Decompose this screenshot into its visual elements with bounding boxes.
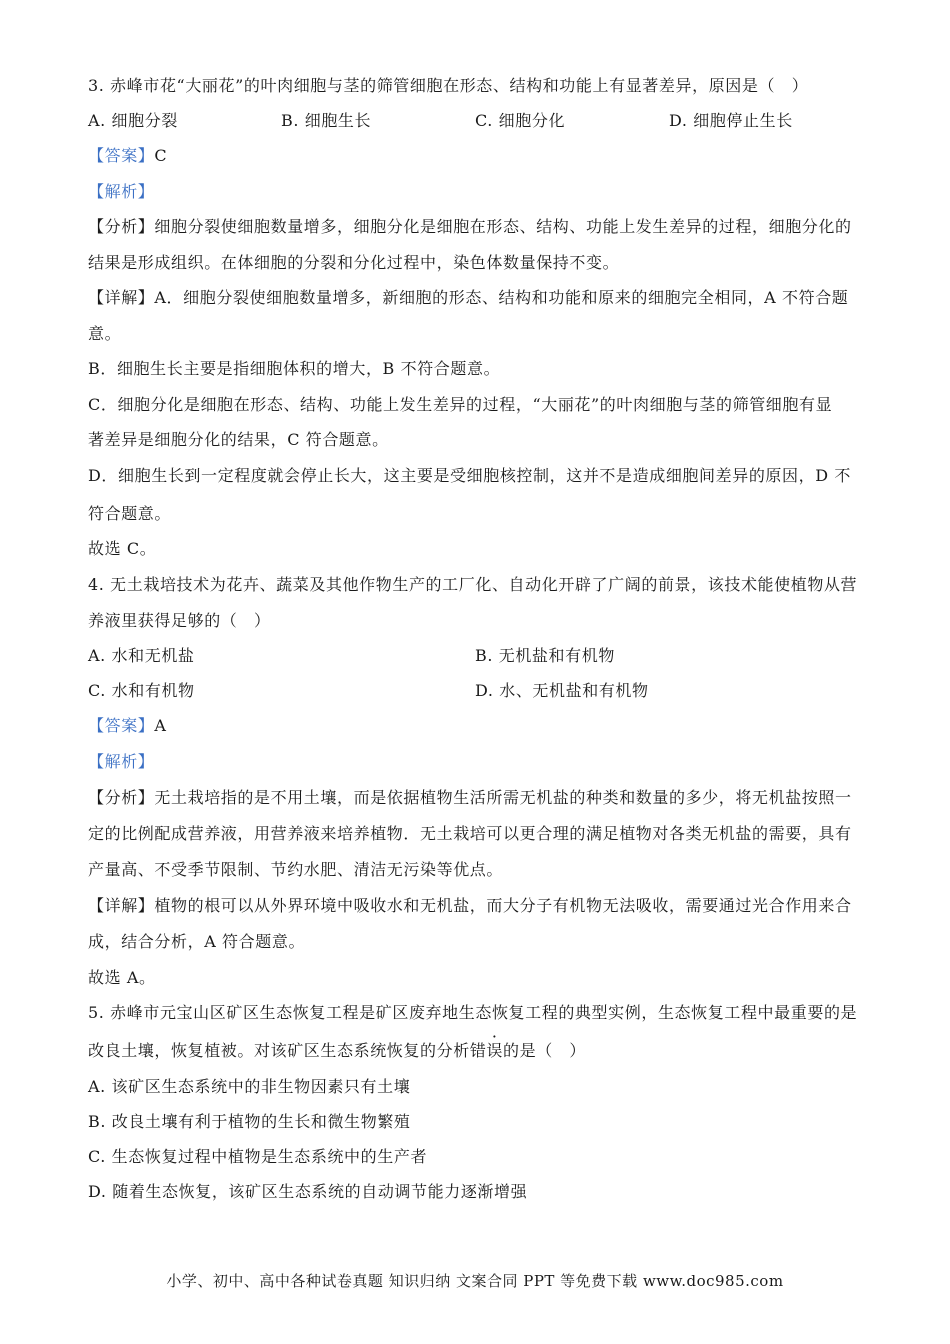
- q3-option-c: C. 细胞分化: [475, 111, 566, 130]
- q3-xiangjie-a2: 意。: [88, 324, 122, 343]
- q3-fenxi-label: 【分析】: [88, 217, 155, 236]
- q4-fenxi-line3: 产量高、不受季节限制、节约水肥、清洁无污染等优点。: [88, 860, 504, 879]
- q3-analysis-label: 【解析】: [88, 182, 155, 201]
- q4-fenxi-line1: [88, 788, 852, 808]
- q5-option-c: C. 生态恢复过程中植物是生态系统中的生产者: [88, 1147, 428, 1166]
- q4-option-d: D. 水、无机盐和有机物: [475, 681, 649, 700]
- q4-xiangjie-label: 【详解】: [88, 896, 155, 915]
- q5-option-d: D. 随着生态恢复，该矿区生态系统的自动调节能力逐渐增强: [88, 1182, 528, 1201]
- q3-option-d: D. 细胞停止生长: [669, 111, 793, 130]
- q4-conclusion: 故选 A。: [88, 968, 156, 987]
- q5-stem-line1: 5. 赤峰市元宝山区矿区生态恢复工程是矿区废弃地生态恢复工程的典型实例，生态恢复工程中最重要的是: [88, 1003, 858, 1022]
- q3-answer-label: 【答案】: [88, 146, 155, 165]
- q5-stem-emphasis: 错误: [469, 1041, 504, 1060]
- q3-xiangjie-d2: 符合题意。: [88, 504, 172, 523]
- q5-stem-line2: [88, 1041, 586, 1061]
- q3-answer: C: [154, 146, 168, 165]
- q3-stem: 3. 赤峰市花“大丽花”的叶肉细胞与茎的筛管细胞在形态、结构和功能上有显著差异，原因是（ ）: [88, 76, 809, 95]
- q3-xiangjie-c1: C．细胞分化是细胞在形态、结构、功能上发生差异的过程，“大丽花”的叶肉细胞与茎的筛管细胞有显: [88, 395, 833, 414]
- q5-option-b: B. 改良土壤有利于植物的生长和微生物繁殖: [88, 1112, 411, 1131]
- q3-xiangjie-b: B．细胞生长主要是指细胞体积的增大，B 不符合题意。: [88, 359, 501, 378]
- q5-option-a: A. 该矿区生态系统中的非生物因素只有土壤: [88, 1077, 411, 1096]
- q4-fenxi-text1: 无土栽培指的是不用土壤，而是依据植物生活所需无机盐的种类和数量的多少，将无机盐按照一: [154, 788, 852, 807]
- q3-fenxi-line1: [88, 217, 852, 237]
- q4-stem-line2: 养液里获得足够的（ ）: [88, 611, 271, 630]
- q5-stem-pre: 改良土壤，恢复植被。对该矿区生态系统恢复的分析: [88, 1041, 470, 1060]
- q4-xiangjie-line1: [88, 896, 852, 916]
- q3-option-a: A. 细胞分裂: [88, 111, 178, 130]
- page-footer: 小学、初中、高中各种试卷真题 知识归纳 文案合同 PPT 等免费下载 www.doc985.com: [166, 1272, 784, 1290]
- q4-stem-line1: 4. 无土栽培技术为花卉、蔬菜及其他作物生产的工厂化、自动化开辟了广阔的前景，该技术能使植物从营: [88, 575, 858, 594]
- q3-xiangjie-label: 【详解】: [88, 288, 155, 307]
- q4-analysis-label: 【解析】: [88, 752, 155, 771]
- q3-xiangjie-a1: A．细胞分裂使细胞数量增多，新细胞的形态、结构和功能和原来的细胞完全相同，A 不符合题: [154, 288, 849, 307]
- q4-fenxi-label: 【分析】: [88, 788, 155, 807]
- q3-xiangjie-c2: 著差异是细胞分化的结果，C 符合题意。: [88, 430, 389, 449]
- q5-stem-post: 的是（ ）: [503, 1041, 587, 1060]
- q4-option-b: B. 无机盐和有机物: [475, 646, 615, 665]
- q3-fenxi-text1: 细胞分裂使细胞数量增多，细胞分化是细胞在形态、结构、功能上发生差异的过程，细胞分化的: [154, 217, 852, 236]
- q4-answer-line: [88, 716, 167, 736]
- q3-conclusion: 故选 C。: [88, 539, 157, 558]
- q3-fenxi-line2: 结果是形成组织。在体细胞的分裂和分化过程中，染色体数量保持不变。: [88, 253, 620, 272]
- q3-option-b: B. 细胞生长: [281, 111, 372, 130]
- q4-option-a: A. 水和无机盐: [88, 646, 195, 665]
- q3-answer-line: [88, 146, 167, 166]
- q4-answer-label: 【答案】: [88, 716, 155, 735]
- q4-xiangjie-line2: 成，结合分析，A 符合题意。: [88, 932, 306, 951]
- q3-xiangjie-d1: D．细胞生长到一定程度就会停止长大，这主要是受细胞核控制，这并不是造成细胞间差异的原因，D 不: [88, 466, 851, 485]
- q4-xiangjie-text1: 植物的根可以从外界环境中吸收水和无机盐，而大分子有机物无法吸收，需要通过光合作用来合: [154, 896, 852, 915]
- q3-xiangjie-line1: [88, 288, 848, 308]
- q4-option-c: C. 水和有机物: [88, 681, 195, 700]
- q4-answer: A: [154, 716, 167, 735]
- q4-fenxi-line2: 定的比例配成营养液，用营养液来培养植物．无土栽培可以更合理的满足植物对各类无机盐的需要，具有: [88, 824, 852, 843]
